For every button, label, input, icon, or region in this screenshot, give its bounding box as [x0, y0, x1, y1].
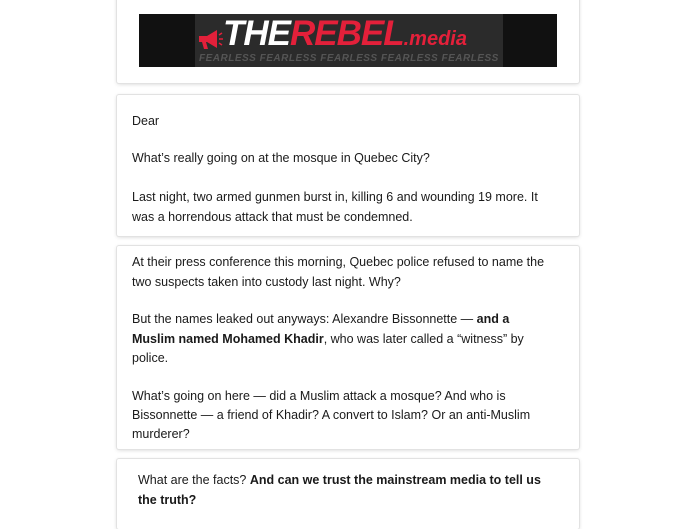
names-line2-bold: Muslim named Mohamed Khadir	[132, 332, 324, 346]
paragraph-press-line2: two suspects taken into custody last night. Why?	[132, 275, 401, 289]
paragraph-press-line1: At their press conference this morning, Quebec police refused to name the	[132, 255, 545, 269]
email-card-intro	[117, 95, 579, 236]
banner-tagline: FEARLESS FEARLESS FEARLESS FEARLESS FEARLESS	[199, 53, 499, 64]
paragraph-names-line2	[132, 329, 524, 349]
email-card-facts	[117, 459, 579, 529]
paragraph-attack-line1: Last night, two armed gunmen burst in, killing 6 and wounding 19 more. It	[132, 190, 538, 204]
paragraph-question: What’s really going on at the mosque in Quebec City?	[132, 151, 430, 165]
paragraph-whats-going-line3: murderer?	[132, 427, 190, 441]
logo-wordmark	[223, 15, 467, 58]
megaphone-icon	[197, 28, 223, 50]
greeting: Dear	[132, 114, 160, 128]
header-card	[117, 0, 579, 83]
names-line1-bold: and a	[476, 312, 510, 326]
logo-rebel: REBEL	[290, 14, 404, 53]
paragraph-facts-line1	[138, 470, 541, 490]
paragraph-attack-line2: was a horrendous attack that must be condemned.	[132, 210, 413, 224]
email-card-suspects	[117, 246, 579, 449]
paragraph-whats-going-line1: What’s going on here — did a Muslim attack a mosque? And who is	[132, 389, 506, 403]
paragraph-names-line1	[132, 309, 509, 329]
paragraph-whats-going-line2: Bissonnette — a friend of Khadir? A convert to Islam? Or an anti-Muslim	[132, 408, 531, 422]
paragraph-names-line3: police.	[132, 351, 169, 365]
names-line1-plain: But the names leaked out anyways: Alexandre Bissonnette —	[132, 312, 477, 326]
names-line2-plain: , who was later called a “witness” by	[323, 332, 524, 346]
logo-media: .media	[403, 28, 467, 50]
facts-plain: What are the facts?	[138, 473, 250, 487]
facts-bold-line1: And can we trust the mainstream media to tell us	[249, 473, 541, 487]
logo-the: THE	[223, 14, 290, 53]
rebel-media-banner[interactable]	[139, 14, 557, 67]
facts-bold-line2: the truth?	[138, 493, 197, 507]
paragraph-facts-line2	[138, 490, 196, 510]
